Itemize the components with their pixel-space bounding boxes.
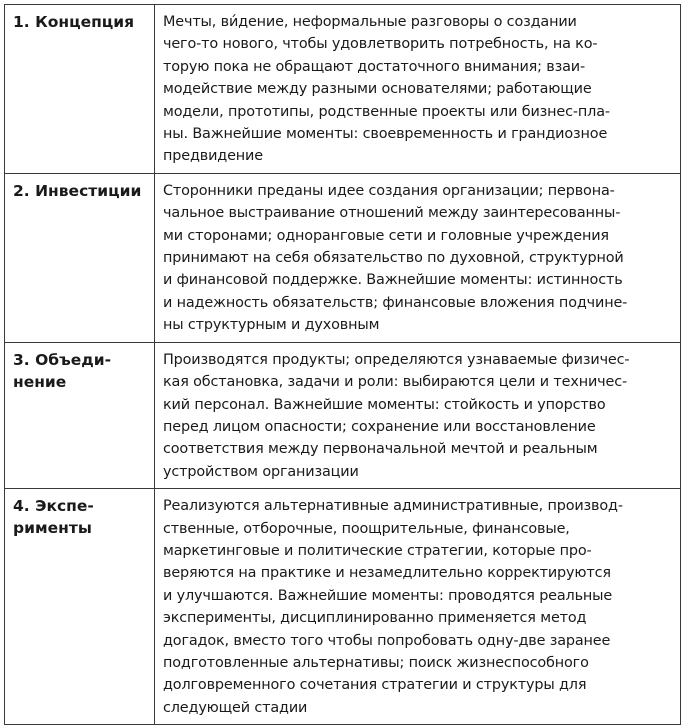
description-line: следующей стадии [163, 699, 308, 716]
description-line: кая обстановка, задачи и роли: выбираются цели и техничес- [163, 374, 628, 391]
description-line: чего-то нового, чтобы удовлетворить потребность, на ко- [163, 36, 598, 53]
description-line: и финансовой поддержке. Важнейшие моменты: истинность [163, 272, 623, 289]
stage-description-cell [155, 489, 681, 725]
stage-name-cell: 2. Инвестиции [5, 173, 155, 342]
stage-description-cell [155, 342, 681, 488]
description-line: модели, прототипы, родственные проекты или бизнес-пла- [163, 103, 610, 120]
description-line: ны. Важнейшие моменты: своевременность и грандиозное [163, 126, 608, 143]
description-line: Производятся продукты; определяются узнаваемые физичес- [163, 351, 630, 368]
description-line: Сторонники преданы идее создания организации; первона- [163, 182, 615, 199]
stages-table [4, 4, 681, 725]
description-line: перед лицом опасности; сохранение или восстановление [163, 418, 596, 435]
stage-name-cell: 4. Экспе- рименты [5, 489, 155, 725]
description-line: догадок, вместо того чтобы попробовать одну-две заранее [163, 632, 611, 649]
description-line: принимают на себя обязательство по духовной, структурной [163, 250, 624, 267]
stage-description-cell [155, 173, 681, 342]
description-line: предвидение [163, 148, 263, 165]
description-line: ственные, отборочные, поощрительные, финансовые, [163, 520, 570, 537]
table-row [5, 342, 681, 488]
description-line: маркетинговые и политические стратегии, которые про- [163, 542, 592, 559]
description-line: и улучшаются. Важнейшие моменты: проводятся реальные [163, 587, 613, 604]
description-line: Реализуются альтернативные административные, производ- [163, 498, 623, 515]
description-line: торую пока не обращают достаточного внимания; взаи- [163, 58, 586, 75]
description-line: ми сторонами; одноранговые сети и головные учреждения [163, 227, 609, 244]
description-line: веряются на практике и незамедлительно корректируются [163, 565, 611, 582]
description-line: Мечты, ви́дение, неформальные разговоры о создании [163, 14, 577, 30]
description-line: соответствия между первоначальной мечтой и реальным [163, 441, 598, 458]
description-line: и надежность обязательств; финансовые вложения подчине- [163, 294, 628, 311]
stage-name-cell: 1. Концепция [5, 5, 155, 174]
description-line: подготовленные альтернативы; поиск жизнеспособного [163, 654, 589, 671]
description-line: ны структурным и духовным [163, 317, 380, 334]
table-row [5, 5, 681, 174]
description-line: долговременного сочетания стратегии и структуры для [163, 677, 587, 694]
description-line: устройством организации [163, 463, 359, 480]
description-line: чальное выстраивание отношений между заинтересованны- [163, 205, 621, 222]
description-line: эксперименты, дисциплинированно применяется метод [163, 610, 587, 627]
table-row [5, 489, 681, 725]
description-line: кий персонал. Важнейшие моменты: стойкость и упорство [163, 396, 606, 413]
description-line: модействие между разными основателями; работающие [163, 81, 592, 98]
table-row [5, 173, 681, 342]
stage-description-cell [155, 5, 681, 174]
stage-name-cell: 3. Объеди- нение [5, 342, 155, 488]
